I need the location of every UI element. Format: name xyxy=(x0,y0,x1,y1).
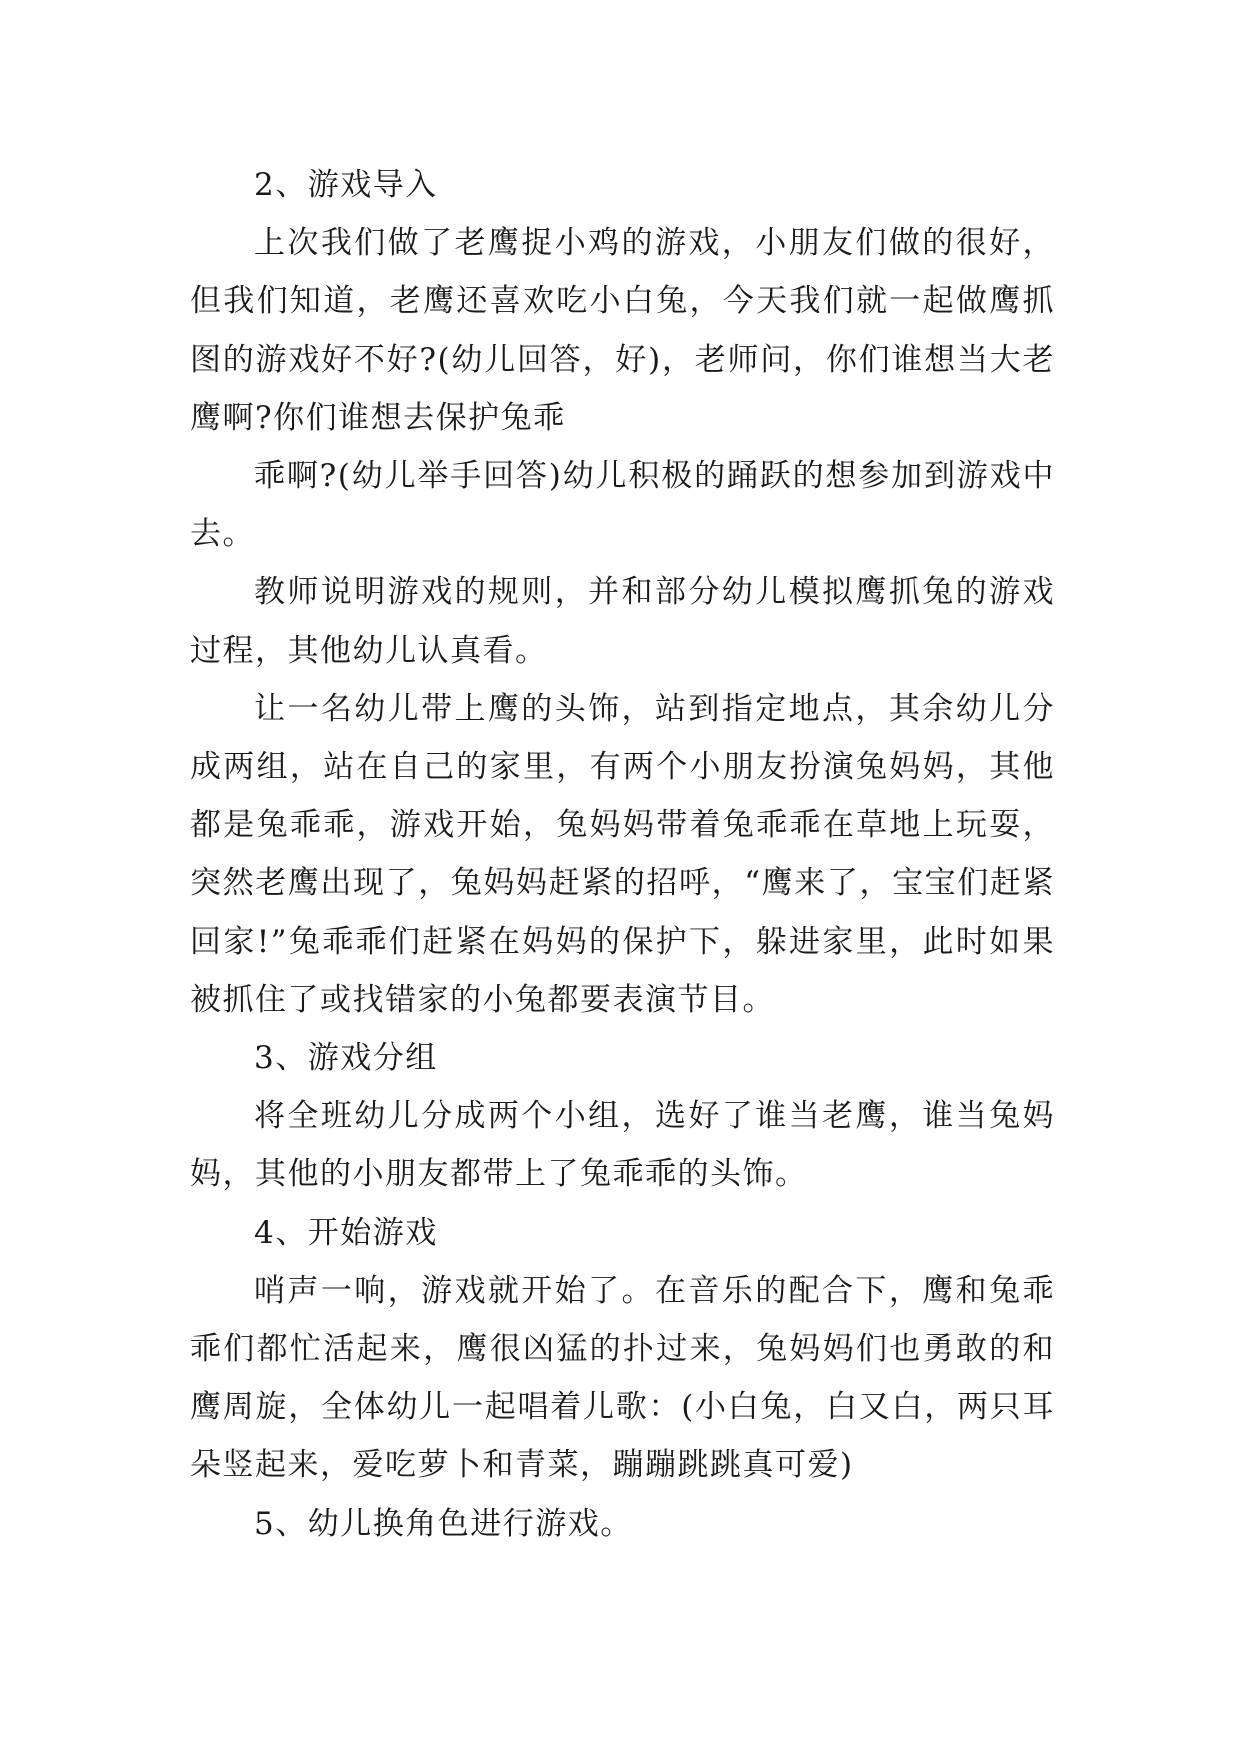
paragraph-game-process: 让一名幼儿带上鹰的头饰，站到指定地点，其余幼儿分成两组，站在自己的家里，有两个小朋友扮演兔妈妈，其他都是兔乖乖，游戏开始，兔妈妈带着兔乖乖在草地上玩耍，突然老鹰出现了，兔妈妈赶紧的招呼，“鹰来了，宝宝们赶紧回家!”兔乖乖们赶紧在妈妈的保护下，躲进家里，此时如果被抓住了或找错家的小兔都要表演节目。 xyxy=(190,690,1055,1018)
heading-grouping: 3、游戏分组 xyxy=(254,1040,438,1077)
document-body xyxy=(190,156,1055,1553)
heading-game-intro: 2、游戏导入 xyxy=(254,167,438,203)
paragraph-start-game: 哨声一响，游戏就开始了。在音乐的配合下，鹰和兔乖乖们都忙活起来，鹰很凶猛的扑过来，兔妈妈们也勇敢的和鹰周旋，全体幼儿一起唱着儿歌：(小白兔，白又白，两只耳朵竖起来，爱吃萝卜和青菜，蹦蹦跳跳真可爱) xyxy=(190,1272,1055,1484)
heading-switch-roles: 5、幼儿换角色进行游戏。 xyxy=(254,1505,633,1542)
paragraph-raise-hands: 乖啊?(幼儿举手回答)幼儿积极的踊跃的想参加到游戏中去。 xyxy=(190,458,1055,553)
paragraph-grouping: 将全班幼儿分成两个小组，选好了谁当老鹰，谁当兔妈妈，其他的小朋友都带上了兔乖乖的头饰。 xyxy=(190,1098,1055,1193)
paragraph-intro: 上次我们做了老鹰捉小鸡的游戏，小朋友们做的很好，但我们知道，老鹰还喜欢吃小白兔，今天我们就一起做鹰抓图的游戏好不好?(幼儿回答，好)，老师问，你们谁想当大老鹰啊?你们谁想去保护兔乖 xyxy=(190,225,1055,436)
heading-start-game: 4、开始游戏 xyxy=(254,1214,438,1251)
paragraph-rules: 教师说明游戏的规则，并和部分幼儿模拟鹰抓兔的游戏过程，其他幼儿认真看。 xyxy=(190,574,1055,669)
